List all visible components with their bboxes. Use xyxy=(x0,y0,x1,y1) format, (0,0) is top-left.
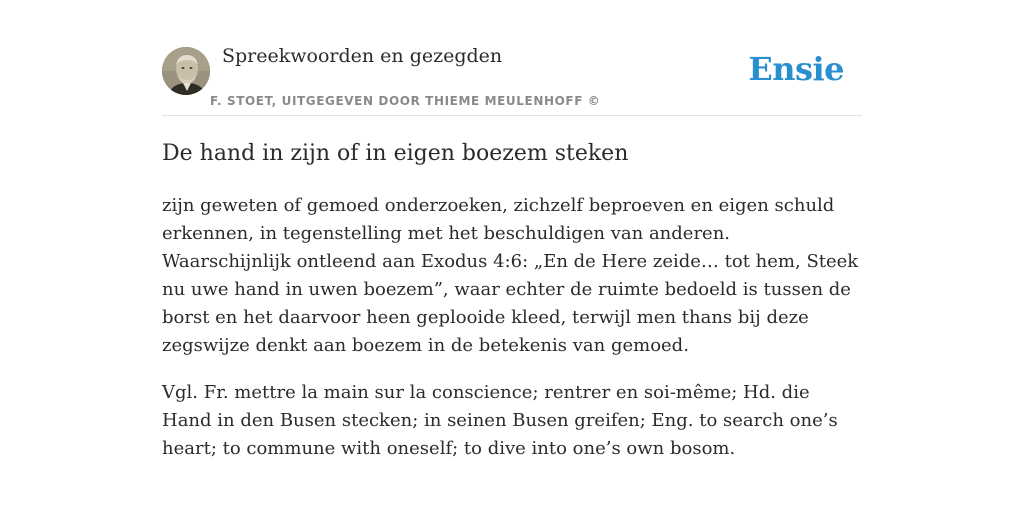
entry-header xyxy=(162,0,862,116)
entry-card xyxy=(162,0,862,512)
entry-definition: zijn geweten of gemoed onderzoeken, zichzelf beproeven en eigen schuld erkennen, in tegenstelling met het beschuldigen van anderen. Waarschijnlijk ontleend aan Exodus 4:6: „En de Here zeide… tot hem, Steek nu uwe hand in uwen boezem”, waar echter de ruimte bedoeld is tussen de borst en het daarvoor heen geplooide kleed, terwijl men thans bij deze zegswijze denkt aan boezem in de betekenis van gemoed. xyxy=(162,195,859,356)
source-credit: F. STOET, UITGEGEVEN DOOR THIEME MEULENHOFF © xyxy=(210,94,601,108)
author-portrait-icon xyxy=(162,47,210,95)
author-portrait-image xyxy=(162,47,210,95)
entry-comparison: Vgl. Fr. mettre la main sur la conscience; rentrer en soi-même; Hd. die Hand in den Busen stecken; in seinen Busen greifen; Eng. to search one’s heart; to commune with oneself; to dive into one’s own bosom. xyxy=(162,382,838,459)
ensie-logo[interactable]: Ensie xyxy=(748,50,844,88)
source-title[interactable]: Spreekwoorden en gezegden xyxy=(222,45,503,67)
entry-headword: De hand in zijn of in eigen boezem steken xyxy=(162,141,629,166)
